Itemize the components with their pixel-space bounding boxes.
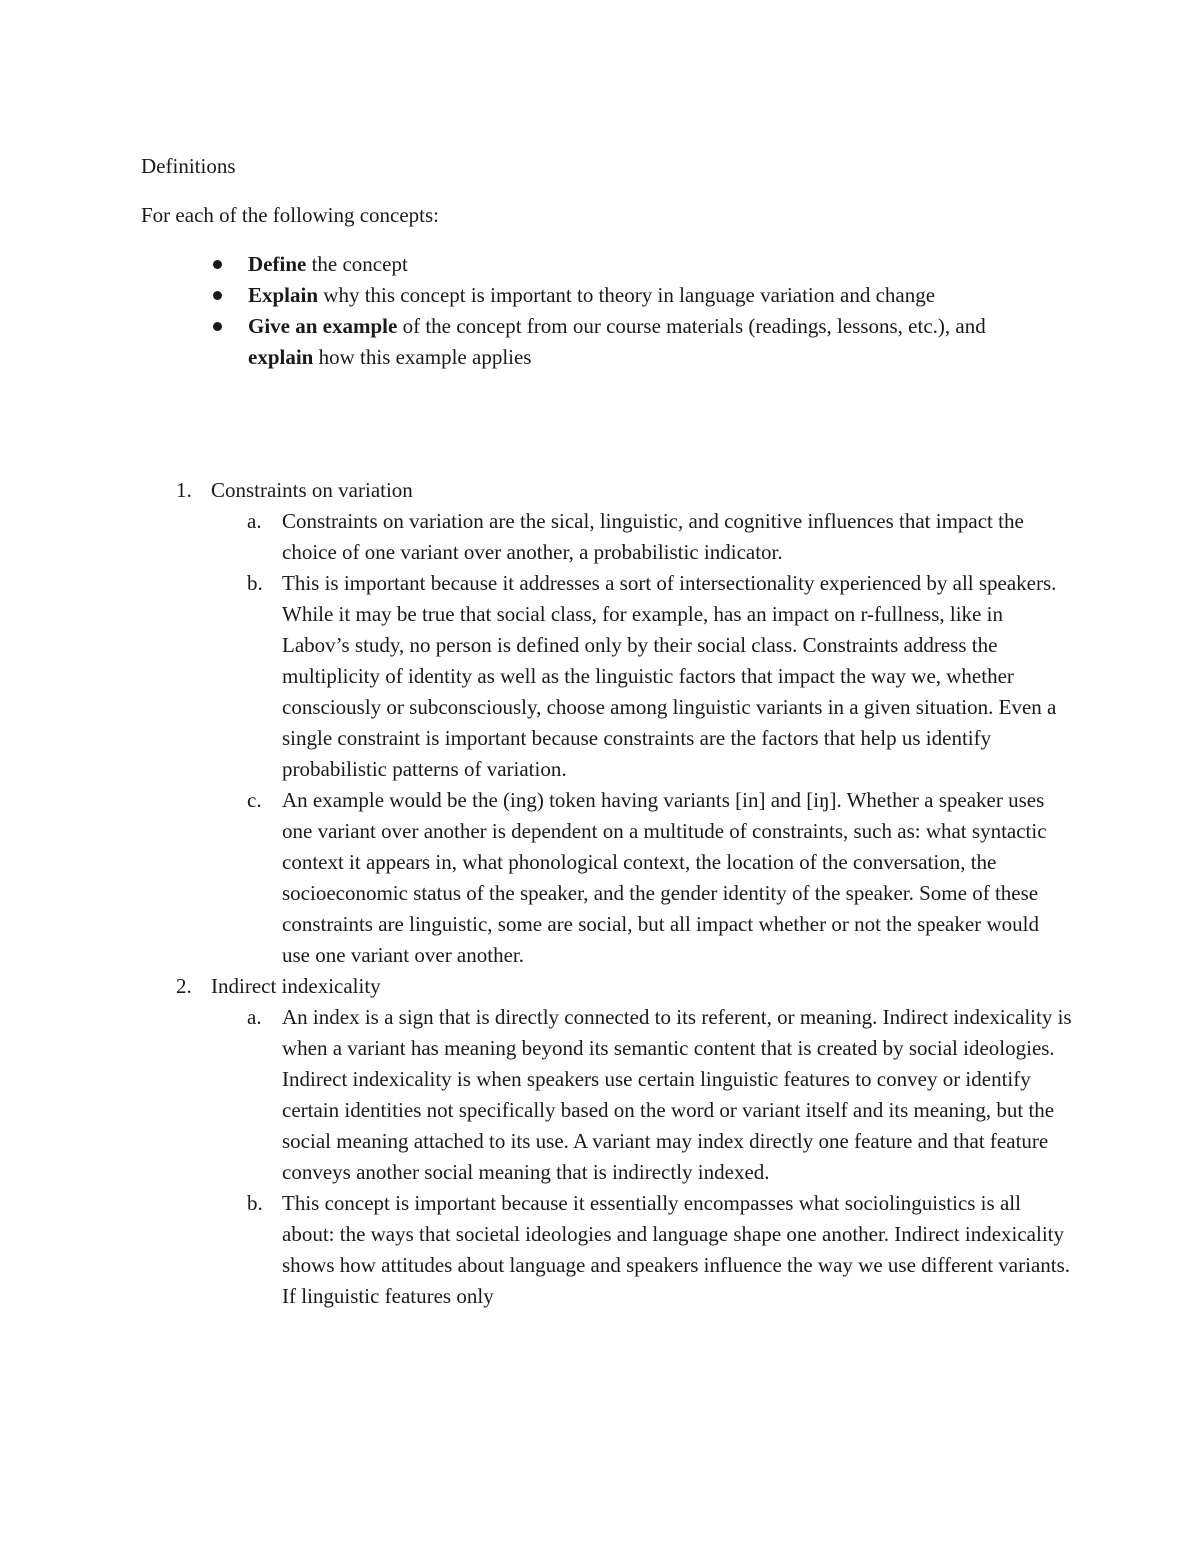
bullet-icon [213, 260, 222, 269]
concept-heading [0, 475, 1200, 506]
instruction-keyword: Explain [248, 283, 319, 307]
concept-item [0, 971, 1200, 1312]
instruction-keyword: Give an example [248, 314, 398, 338]
document-title: Definitions [141, 154, 236, 178]
bullet-icon [213, 322, 222, 331]
subitem-letter: c. [247, 788, 262, 812]
instruction-item [0, 280, 1048, 311]
concept-heading [0, 971, 1200, 1002]
subitem-text: An index is a sign that is directly connected to its referent, or meaning. Indirect indexicality is when a variant has meaning beyond its semantic content that is created by social ideologies. Indirect indexicality is when speakers use certain linguistic features to convey or identify certain identities not specifically based on the word or variant itself and its meaning, but the social meaning attached to its use. A variant may index directly one feature and that feature conveys another social meaning that is indirectly indexed. [282, 1005, 1072, 1184]
instruction-list [0, 249, 1200, 373]
concept-number: 2. [176, 974, 192, 998]
subitem-text: An example would be the (ing) token having variants [in] and [iŋ]. Whether a speaker uses one variant over another is dependent on a multitude of constraints, such as: what syntactic context it appears in, what phonological context, the location of the conversation, the socioeconomic status of the speaker, and the gender identity of the speaker. Some of these constraints are linguistic, some are social, but all impact whether or not the speaker would use one variant over another. [282, 788, 1047, 967]
bullet-icon [213, 291, 222, 300]
concept-subitem [0, 568, 1072, 785]
intro-text: For each of the following concepts: [141, 203, 439, 227]
instruction-text: of the concept from our course materials (readings, lessons, etc.), and [397, 314, 986, 338]
concept-title: Indirect indexicality [211, 974, 381, 998]
concept-list [0, 475, 1200, 1312]
instruction-text: the concept [306, 252, 408, 276]
subitem-letter: b. [247, 571, 263, 595]
concept-number: 1. [176, 478, 192, 502]
concept-subitem [0, 1002, 1072, 1188]
subitem-text: Constraints on variation are the sical, linguistic, and cognitive influences that impact the choice of one variant over another, a probabilistic indicator. [282, 509, 1024, 564]
subitem-text: This is important because it addresses a sort of intersectionality experienced by all speakers. While it may be true that social class, for example, has an impact on r-fullness, like in Labov’s study, no person is defined only by their social class. Constraints address the multiplicity of identity as well as the linguistic factors that impact the way we, whether consciously or subconsciously, choose among linguistic variants in a given situation. Even a single constraint is important because constraints are the factors that help us identify probabilistic patterns of variation. [282, 571, 1057, 781]
concept-title: Constraints on variation [211, 478, 413, 502]
instruction-text: why this concept is important to theory in language variation and change [318, 283, 936, 307]
instruction-keyword: explain [248, 345, 314, 369]
instruction-item [0, 249, 1048, 280]
subitem-text: This concept is important because it essentially encompasses what sociolinguistics is all about: the ways that societal ideologies and language shape one another. Indirect indexicality shows how attitudes about language and speakers influence the way we use different variants. If linguistic features only [282, 1191, 1071, 1308]
concept-item [0, 475, 1200, 971]
concept-subitem [0, 1188, 1072, 1312]
subitem-letter: a. [247, 1005, 262, 1029]
instruction-item [0, 311, 1048, 373]
concept-subitem [0, 785, 1072, 971]
instruction-text: how this example applies [313, 345, 532, 369]
subitem-letter: a. [247, 509, 262, 533]
instruction-keyword: Define [248, 252, 307, 276]
subitem-letter: b. [247, 1191, 263, 1215]
concept-subitem [0, 506, 1072, 568]
